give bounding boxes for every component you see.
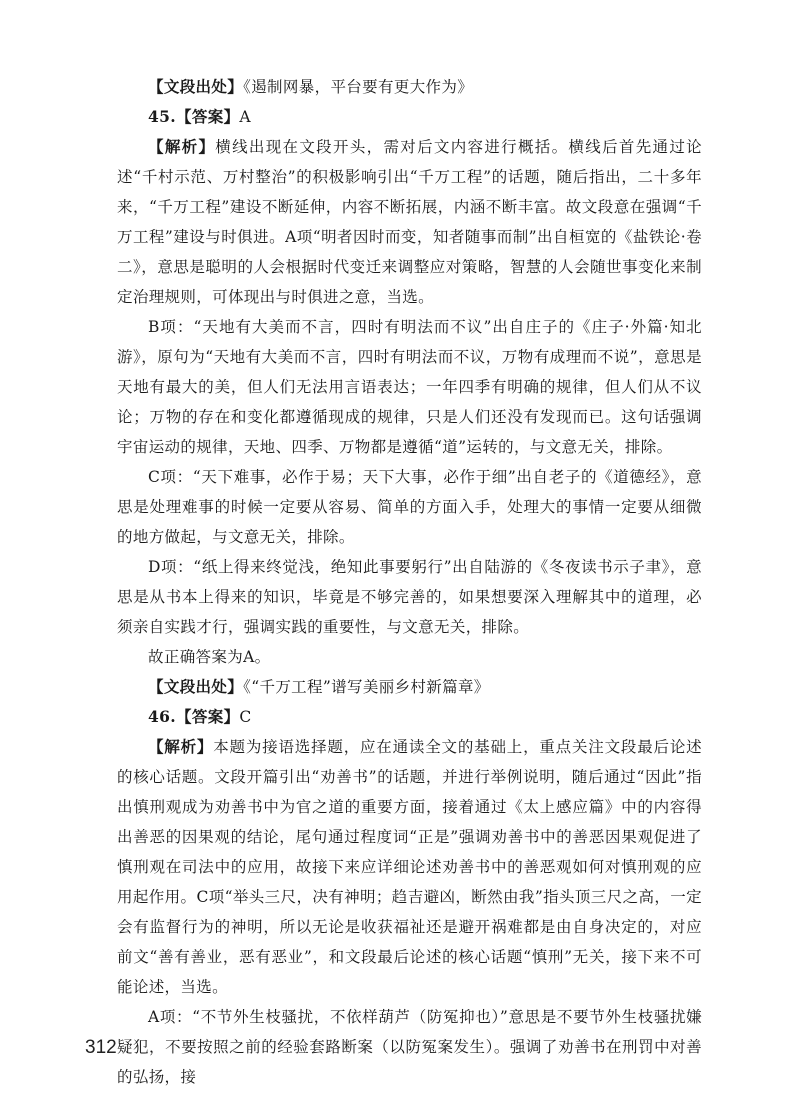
page-number: 312: [85, 1037, 117, 1058]
answer-46: [117, 702, 702, 732]
answer-value: C: [239, 708, 252, 726]
source-label: 【文段出处】: [148, 77, 244, 96]
answer-value: A: [239, 108, 251, 126]
analysis-46: [117, 732, 702, 1002]
option-c-explanation: C项：“天下难事，必作于易；天下大事，必作于细”出自老子的《道德经》，意思是处理难事的时候一定要从容易、简单的方面入手，处理大的事情一定要从细微的地方做起，与文意无关，排除。: [117, 468, 702, 546]
source-citation-1: [117, 72, 702, 102]
source-title: 《“千万工程”谱写美丽乡村新篇章》: [243, 678, 490, 696]
conclusion-45: 故正确答案为A。: [148, 648, 271, 666]
option-b-explanation: B项：“天地有大美而不言，四时有明法而不议”出自庄子的《庄子·外篇·知北游》，原句为“天地有大美而不言，四时有明法而不议，万物有成理而不说”，意思是天地有最大的美，但人们无法用言语表达；一年四季有明确的规律，但人们从不议论；万物的存在和变化都遵循现成的规律，只是人们还没有发现而已。这句话强调宇宙运动的规律，天地、四季、万物都是遵循“道”运转的，与文意无关，排除。: [117, 318, 702, 456]
option-d-explanation: D项：“纸上得来终觉浅，绝知此事要躬行”出自陆游的《冬夜读书示子聿》，意思是从书本上得来的知识，毕竟是不够完善的，如果想要深入理解其中的道理，必须亲自实践才行，强调实践的重要性，与文意无关，排除。: [117, 558, 702, 636]
answer-label: 45.【答案】: [148, 107, 240, 126]
analysis-45: [117, 132, 702, 312]
answer-label: 46.【答案】: [148, 707, 240, 726]
source-citation-2: [117, 672, 702, 702]
analysis-label: 【解析】: [148, 137, 216, 156]
analysis-text: 本题为接语选择题，应在通读全文的基础上，重点关注文段最后论述的核心话题。文段开篇引出“劝善书”的话题，并进行举例说明，随后通过“因此”指出慎刑观成为劝善书中为官之道的重要方面，接着通过《太上感应篇》中的内容得出善恶的因果观的结论，尾句通过程度词“正是”强调劝善书中的善恶因果观促进了慎刑观在司法中的应用，故接下来应详细论述劝善书中的善恶观如何对慎刑观的应用起作用。C项“举头三尺，决有神明；趋吉避凶，断然由我”指头顶三尺之高，一定会有监督行为的神明，所以无论是收获福祉还是避开祸难都是由自身决定的，对应前文“善有善业，恶有恶业”，和文段最后论述的核心话题“慎刑”无关，接下来不可能论述，当选。: [117, 738, 702, 996]
option-a-explanation: A项：“不节外生枝骚扰，不依样葫芦（防冤抑也）”意思是不要节外生枝骚扰嫌疑犯，不要按照之前的经验套路断案（以防冤案发生）。强调了劝善书在刑罚中对善的弘扬，接: [117, 1008, 702, 1086]
analysis-text: 横线出现在文段开头，需对后文内容进行概括。横线后首先通过论述“千村示范、万村整治”的积极影响引出“千万工程”的话题，随后指出，二十多年来，“千万工程”建设不断延伸，内容不断拓展，内涵不断丰富。故文段意在强调“千万工程”建设与时俱进。A项“明者因时而变，知者随事而制”出自桓宽的《盐铁论·卷二》，意思是聪明的人会根据时代变迁来调整应对策略，智慧的人会随世事变化来制定治理规则，可体现出与时俱进之意，当选。: [117, 138, 703, 306]
analysis-label: 【解析】: [148, 737, 214, 756]
document-page: [117, 72, 702, 1092]
source-title: 《遏制网暴，平台要有更大作为》: [243, 78, 474, 96]
answer-45: [117, 102, 702, 132]
source-label: 【文段出处】: [148, 677, 244, 696]
